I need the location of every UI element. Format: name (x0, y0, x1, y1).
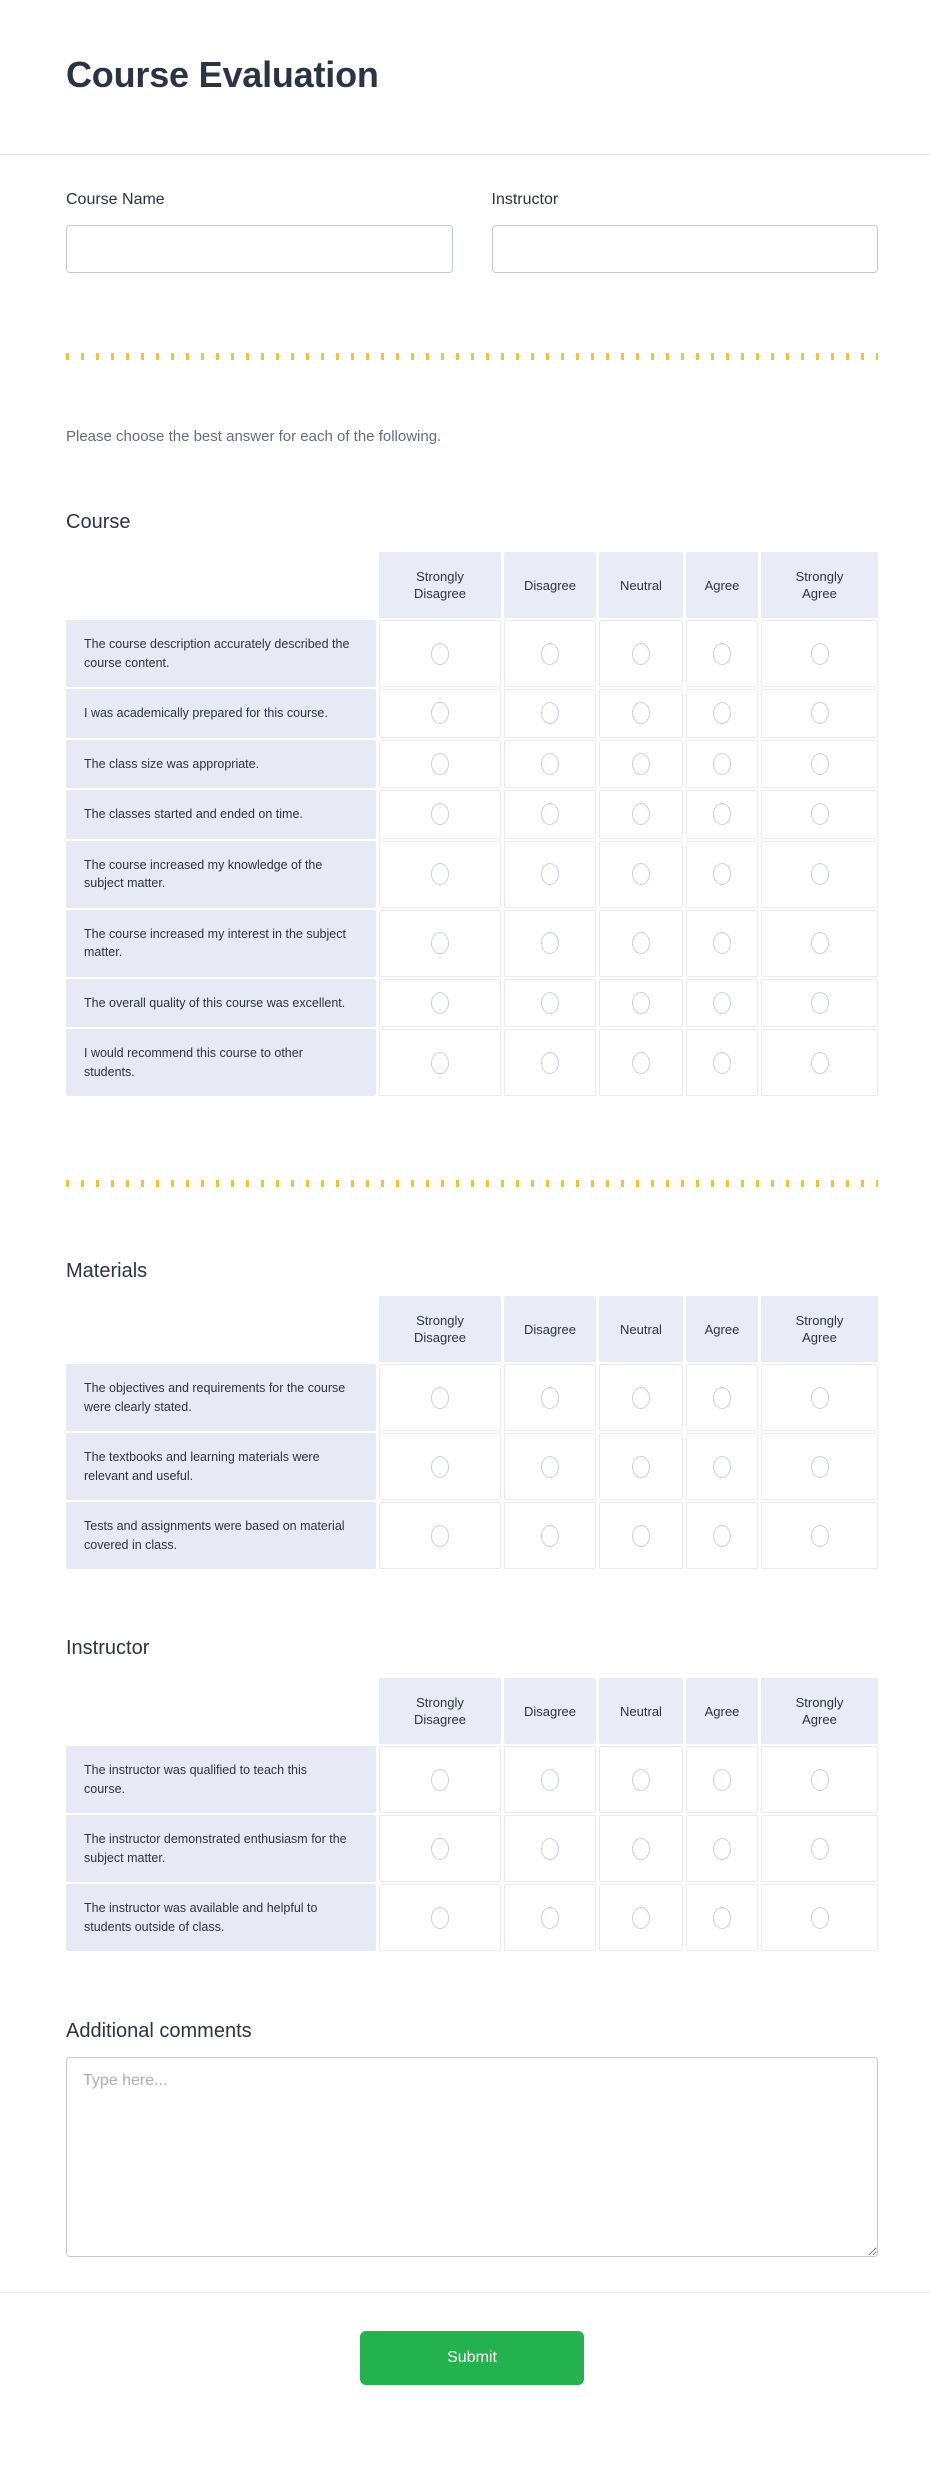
matrix-column-header-strongly-disagree (379, 1296, 501, 1362)
radio-course-row2-agree[interactable] (713, 702, 731, 724)
radio-course-row8-strongly-agree[interactable] (811, 1052, 829, 1074)
instructor-input[interactable] (492, 225, 879, 273)
matrix-radio-cell (599, 740, 683, 789)
matrix-column-header-neutral (599, 1678, 683, 1744)
matrix-column-header-strongly-agree (761, 1678, 878, 1744)
matrix-row-label-text: The textbooks and learning materials were relevant and useful. (84, 1450, 320, 1483)
radio-course-row7-disagree[interactable] (541, 992, 559, 1014)
matrix-row-label-text: The classes started and ended on time. (84, 807, 303, 821)
form-body (0, 191, 930, 2435)
matrix-column-header-label: Agree (704, 1321, 740, 1337)
matrix-row-label (66, 979, 376, 1028)
matrix-radio-cell (686, 841, 758, 908)
radio-course-row1-disagree[interactable] (541, 643, 559, 665)
matrix-radio-cell (599, 841, 683, 908)
radio-instructor-row3-strongly-disagree[interactable] (431, 1907, 449, 1929)
radio-course-row2-neutral[interactable] (632, 702, 650, 724)
matrix-row-label-text: The class size was appropriate. (84, 756, 260, 771)
radio-materials-row1-strongly-agree[interactable] (811, 1387, 829, 1409)
radio-course-row4-disagree[interactable] (541, 803, 559, 825)
matrix-corner-cell (66, 1678, 376, 1744)
matrix-radio-cell (686, 790, 758, 839)
radio-materials-row3-agree[interactable] (713, 1525, 731, 1547)
radio-instructor-row3-disagree[interactable] (541, 1907, 559, 1929)
matrix-radio-cell (379, 620, 501, 687)
matrix-radio-cell (761, 620, 878, 687)
matrix-radio-cell (504, 689, 596, 738)
matrix-row-label-text: The overall quality of this course was excellent. (84, 995, 346, 1010)
matrix-radio-cell (599, 1364, 683, 1431)
radio-materials-row1-agree[interactable] (713, 1387, 731, 1409)
radio-course-row1-strongly-disagree[interactable] (431, 643, 449, 665)
radio-course-row1-agree[interactable] (713, 643, 731, 665)
matrix-radio-cell (599, 1884, 683, 1951)
matrix-radio-cell (686, 1746, 758, 1813)
matrix-radio-cell (504, 1884, 596, 1951)
radio-course-row1-neutral[interactable] (632, 643, 650, 665)
matrix-radio-cell (686, 1884, 758, 1951)
matrix-radio-cell (686, 1502, 758, 1569)
matrix-radio-cell (599, 979, 683, 1028)
radio-instructor-row3-neutral[interactable] (632, 1907, 650, 1929)
course-name-field (66, 191, 453, 273)
matrix-column-header-strongly-disagree (379, 1678, 501, 1744)
matrix-radio-cell (379, 790, 501, 839)
matrix-column-header-strongly-agree (761, 1296, 878, 1362)
matrix-row-label-text: The course description accurately described the course content. (84, 637, 350, 670)
matrix-row-label-text: The instructor was available and helpful to students outside of class. (84, 1901, 318, 1934)
matrix-radio-cell (379, 1884, 501, 1951)
matrix-radio-cell (504, 841, 596, 908)
matrix-radio-cell (761, 1029, 878, 1096)
matrix-radio-cell (379, 689, 501, 738)
radio-course-row5-strongly-disagree[interactable] (431, 863, 449, 885)
radio-course-row1-strongly-agree[interactable] (811, 643, 829, 665)
matrix-radio-cell (686, 689, 758, 738)
radio-course-row8-strongly-disagree[interactable] (431, 1052, 449, 1074)
radio-course-row6-disagree[interactable] (541, 932, 559, 954)
radio-course-row4-neutral[interactable] (632, 803, 650, 825)
footer-divider (0, 2292, 930, 2293)
radio-materials-row2-neutral[interactable] (632, 1456, 650, 1478)
matrix-row-label (66, 620, 376, 687)
radio-course-row4-strongly-disagree[interactable] (431, 803, 449, 825)
matrix-radio-cell (686, 1433, 758, 1500)
matrix-row-label (66, 1884, 376, 1951)
radio-materials-row1-neutral[interactable] (632, 1387, 650, 1409)
matrix-column-header-label: Disagree (523, 577, 577, 593)
radio-materials-row2-disagree[interactable] (541, 1456, 559, 1478)
radio-course-row2-strongly-disagree[interactable] (431, 702, 449, 724)
matrix-column-header-label: Strongly Agree (795, 1313, 844, 1345)
matrix-radio-cell (504, 1746, 596, 1813)
radio-course-row3-disagree[interactable] (541, 753, 559, 775)
matrix-radio-cell (504, 1364, 596, 1431)
radio-instructor-row1-neutral[interactable] (632, 1769, 650, 1791)
matrix-radio-cell (504, 1029, 596, 1096)
matrix-radio-cell (686, 910, 758, 977)
radio-course-row3-strongly-agree[interactable] (811, 753, 829, 775)
matrix-row-label (66, 1815, 376, 1882)
matrix-column-header-neutral (599, 1296, 683, 1362)
matrix-column-header-disagree (504, 1678, 596, 1744)
matrix-radio-cell (504, 910, 596, 977)
radio-instructor-row2-disagree[interactable] (541, 1838, 559, 1860)
matrix-row-label (66, 1029, 376, 1096)
course-name-label: Course Name (66, 191, 165, 208)
matrix-radio-cell (379, 1364, 501, 1431)
matrix-column-header-agree (686, 552, 758, 618)
matrix-radio-cell (599, 689, 683, 738)
matrix-row-label-text: The course increased my interest in the subject matter. (84, 926, 346, 959)
matrix-radio-cell (599, 910, 683, 977)
section-title-course: Course (66, 511, 131, 533)
radio-instructor-row1-disagree[interactable] (541, 1769, 559, 1791)
radio-instructor-row3-strongly-agree[interactable] (811, 1907, 829, 1929)
matrix-column-header-agree (686, 1296, 758, 1362)
matrix-column-header-agree (686, 1678, 758, 1744)
additional-comments-textarea[interactable] (66, 2057, 878, 2257)
matrix-radio-cell (761, 1502, 878, 1569)
matrix-radio-cell (686, 1364, 758, 1431)
matrix-radio-cell (761, 1815, 878, 1882)
submit-button[interactable]: Submit (360, 2331, 584, 2385)
matrix-radio-cell (379, 841, 501, 908)
matrix-radio-cell (599, 1746, 683, 1813)
form-header (0, 0, 930, 155)
matrix-radio-cell (761, 1746, 878, 1813)
matrix-radio-cell (599, 1502, 683, 1569)
radio-course-row3-neutral[interactable] (632, 753, 650, 775)
matrix-row-label-text: Tests and assignments were based on material covered in class. (84, 1519, 345, 1552)
name-fields-row (66, 191, 878, 273)
radio-instructor-row1-strongly-agree[interactable] (811, 1769, 829, 1791)
radio-course-row6-neutral[interactable] (632, 932, 650, 954)
radio-materials-row3-neutral[interactable] (632, 1525, 650, 1547)
matrix-table-materials (66, 1296, 878, 1569)
matrix-table-instructor (66, 1678, 878, 1951)
matrix-column-header-label: Disagree (523, 1703, 577, 1719)
radio-materials-row3-disagree[interactable] (541, 1525, 559, 1547)
radio-course-row3-agree[interactable] (713, 753, 731, 775)
instructor-label: Instructor (491, 191, 559, 208)
matrix-radio-cell (599, 1433, 683, 1500)
radio-course-row3-strongly-disagree[interactable] (431, 753, 449, 775)
matrix-row-label (66, 689, 376, 738)
radio-course-row7-strongly-disagree[interactable] (431, 992, 449, 1014)
radio-materials-row2-strongly-agree[interactable] (811, 1456, 829, 1478)
radio-instructor-row2-neutral[interactable] (632, 1838, 650, 1860)
matrix-radio-cell (599, 1815, 683, 1882)
matrix-radio-cell (761, 979, 878, 1028)
radio-instructor-row2-strongly-disagree[interactable] (431, 1838, 449, 1860)
matrix-radio-cell (379, 1029, 501, 1096)
radio-instructor-row3-agree[interactable] (713, 1907, 731, 1929)
matrix-radio-cell (599, 1029, 683, 1096)
matrix-row-label (66, 740, 376, 789)
radio-course-row2-disagree[interactable] (541, 702, 559, 724)
matrix-row-label (66, 790, 376, 839)
submit-area (66, 2331, 878, 2435)
matrix-radio-cell (379, 1433, 501, 1500)
section-title-instructor: Instructor (66, 1637, 150, 1659)
radio-course-row5-strongly-agree[interactable] (811, 863, 829, 885)
matrix-radio-cell (761, 910, 878, 977)
matrix-row-label (66, 841, 376, 908)
matrix-radio-cell (761, 1364, 878, 1431)
radio-materials-row2-agree[interactable] (713, 1456, 731, 1478)
matrix-row-label-text: I would recommend this course to other students. (84, 1046, 303, 1079)
matrix-column-header-label: Neutral (620, 577, 662, 593)
matrix-column-header-label: Strongly Disagree (413, 569, 467, 601)
matrix-radio-cell (686, 1815, 758, 1882)
form-title: Course Evaluation (66, 54, 379, 95)
header-divider (0, 154, 930, 155)
radio-course-row6-agree[interactable] (713, 932, 731, 954)
matrix-radio-cell (686, 979, 758, 1028)
matrix-column-header-disagree (504, 1296, 596, 1362)
matrix-radio-cell (761, 689, 878, 738)
matrix-radio-cell (761, 790, 878, 839)
matrix-corner-cell (66, 552, 376, 618)
matrix-radio-cell (686, 740, 758, 789)
radio-instructor-row1-strongly-disagree[interactable] (431, 1769, 449, 1791)
matrix-radio-cell (761, 841, 878, 908)
matrix-radio-cell (761, 740, 878, 789)
matrix-radio-cell (686, 620, 758, 687)
matrix-radio-cell (504, 790, 596, 839)
matrix-table-course (66, 552, 878, 1096)
radio-course-row4-agree[interactable] (713, 803, 731, 825)
matrix-column-header-neutral (599, 552, 683, 618)
matrix-radio-cell (504, 979, 596, 1028)
matrix-column-header-label: Agree (704, 577, 740, 593)
radio-course-row2-strongly-agree[interactable] (811, 702, 829, 724)
radio-course-row6-strongly-agree[interactable] (811, 932, 829, 954)
matrix-column-header-label: Agree (704, 1703, 740, 1719)
radio-course-row7-neutral[interactable] (632, 992, 650, 1014)
radio-course-row7-agree[interactable] (713, 992, 731, 1014)
radio-instructor-row2-agree[interactable] (713, 1838, 731, 1860)
section-title-additional-comments: Additional comments (66, 2020, 252, 2042)
dashed-divider (66, 1180, 878, 1187)
matrix-row-label (66, 1433, 376, 1500)
matrix-radio-cell (686, 1029, 758, 1096)
radio-course-row5-neutral[interactable] (632, 863, 650, 885)
radio-course-row5-disagree[interactable] (541, 863, 559, 885)
matrix-row-label-text: The instructor was qualified to teach this course. (84, 1763, 308, 1796)
radio-course-row4-strongly-agree[interactable] (811, 803, 829, 825)
matrix-column-header-label: Strongly Disagree (413, 1313, 467, 1345)
radio-course-row7-strongly-agree[interactable] (811, 992, 829, 1014)
matrix-column-header-label: Neutral (620, 1321, 662, 1337)
matrix-column-header-label: Strongly Agree (795, 1695, 844, 1727)
matrix-corner-cell (66, 1296, 376, 1362)
intro-text: Please choose the best answer for each of the following. (66, 428, 442, 445)
radio-materials-row1-strongly-disagree[interactable] (431, 1387, 449, 1409)
radio-materials-row1-disagree[interactable] (541, 1387, 559, 1409)
matrix-column-header-label: Strongly Disagree (413, 1695, 467, 1727)
matrix-column-header-label: Strongly Agree (795, 569, 844, 601)
matrix-radio-cell (379, 910, 501, 977)
matrix-radio-cell (599, 620, 683, 687)
matrix-radio-cell (504, 1815, 596, 1882)
matrix-radio-cell (504, 620, 596, 687)
section-title-materials: Materials (66, 1260, 148, 1282)
matrix-radio-cell (504, 1502, 596, 1569)
matrix-row-label-text: The course increased my knowledge of the subject matter. (84, 857, 323, 890)
radio-materials-row3-strongly-disagree[interactable] (431, 1525, 449, 1547)
matrix-row-label (66, 1746, 376, 1813)
radio-instructor-row1-agree[interactable] (713, 1769, 731, 1791)
matrix-column-header-label: Neutral (620, 1703, 662, 1719)
matrix-row-label-text: The instructor demonstrated enthusiasm for the subject matter. (84, 1832, 347, 1865)
matrix-radio-cell (379, 1502, 501, 1569)
matrix-row-label-text: The objectives and requirements for the course were clearly stated. (84, 1381, 346, 1414)
dashed-divider (66, 353, 878, 360)
radio-course-row5-agree[interactable] (713, 863, 731, 885)
radio-course-row8-disagree[interactable] (541, 1052, 559, 1074)
matrix-column-header-strongly-agree (761, 552, 878, 618)
matrix-row-label (66, 910, 376, 977)
matrix-radio-cell (599, 790, 683, 839)
matrix-radio-cell (504, 740, 596, 789)
radio-course-row8-neutral[interactable] (632, 1052, 650, 1074)
course-name-input[interactable] (66, 225, 453, 273)
radio-materials-row3-strongly-agree[interactable] (811, 1525, 829, 1547)
radio-course-row8-agree[interactable] (713, 1052, 731, 1074)
matrix-row-label (66, 1364, 376, 1431)
radio-course-row6-strongly-disagree[interactable] (431, 932, 449, 954)
radio-materials-row2-strongly-disagree[interactable] (431, 1456, 449, 1478)
matrix-column-header-label: Disagree (523, 1321, 577, 1337)
instructor-field (492, 191, 879, 273)
matrix-radio-cell (504, 1433, 596, 1500)
matrix-radio-cell (379, 1746, 501, 1813)
matrix-column-header-disagree (504, 552, 596, 618)
matrix-radio-cell (379, 740, 501, 789)
matrix-radio-cell (379, 979, 501, 1028)
matrix-column-header-strongly-disagree (379, 552, 501, 618)
matrix-row-label-text: I was academically prepared for this course. (84, 706, 328, 720)
matrix-row-label (66, 1502, 376, 1569)
matrix-radio-cell (761, 1433, 878, 1500)
radio-instructor-row2-strongly-agree[interactable] (811, 1838, 829, 1860)
matrix-radio-cell (761, 1884, 878, 1951)
matrix-radio-cell (379, 1815, 501, 1882)
